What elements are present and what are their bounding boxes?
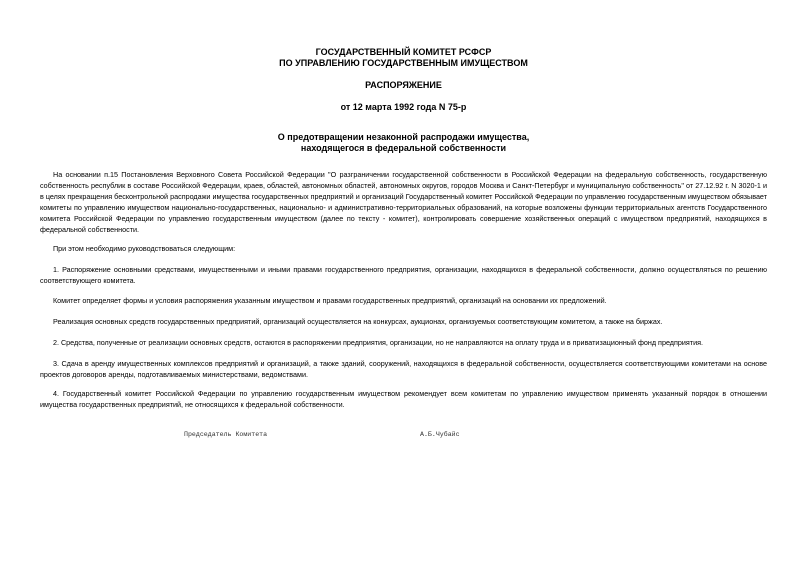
paragraph-intro: При этом необходимо руководствоваться следующим: — [53, 244, 236, 253]
signature-name: А.Б.Чубайс — [420, 431, 460, 438]
document-title-line-1: О предотвращении незаконной распродажи имущества, — [277, 132, 530, 142]
signature-position: Председатель Комитета — [184, 431, 268, 438]
document-type: РАСПОРЯЖЕНИЕ — [365, 80, 442, 90]
document-title-line-2: находящегося в федеральной собственности — [300, 143, 507, 153]
paragraph-preamble: На основании п.15 Постановления Верховного Совета Российской Федерации "О разграничении государственной собственности в Российской Федерации на федеральную собственность, государственную собственность республик в составе Российской Федерации, краев, областей, автономных областей, автономных округов, городов Москва и Санкт-Петербург и муниципальную собственность" от 27.12.92 г. N 3020-1 и в целях прекращения бесконтрольной распродажи имущества государственных предприятий и организаций Государственный комитет Российской Федерации по управлению государственным имуществом обязывает комитеты по управлению имуществом национально-государственных, национально- и административно-территориальных образований, на которые возложены функции территориальных агентств Государственного комитета Российской Федерации по управлению государственным имуществом (далее по тексту - комитет), контролировать совершение хозяйственных операций с имуществом предприятий, находящихся в федеральной собственности. — [40, 170, 767, 234]
paragraph-item-1-sales: Реализация основных средств государственных предприятий, организаций осуществляется на конкурсах, аукционах, организуемых соответствующим комитетом, а также на биржах. — [53, 317, 663, 326]
paragraph-item-2: 2. Средства, полученные от реализации основных средств, остаются в распоряжении предприятия, организации, но не направляются на оплату труда и в приватизационный фонд предприятия. — [53, 338, 703, 347]
paragraph-item-1-forms: Комитет определяет формы и условия распоряжения указанным имуществом и правами государственных предприятий, организаций на основании их предложений. — [53, 296, 607, 305]
paragraph-item-4: 4. Государственный комитет Российской Федерации по управлению государственным имуществом рекомендует всем комитетам по управлению имуществом применять указанный порядок в отношении имущества государственных предприятий, не относящихся к федеральной собственности. — [40, 389, 767, 409]
issuer-line-2: ПО УПРАВЛЕНИЮ ГОСУДАРСТВЕННЫМ ИМУЩЕСТВОМ — [279, 58, 528, 68]
paragraph-item-1: 1. Распоряжение основными средствами, имущественными и иными правами государственного предприятия, организации, находящихся в федеральной собственности, должно осуществляться по решению соответствующего комитета. — [40, 265, 767, 285]
paragraph-item-3: 3. Сдача в аренду имущественных комплексов предприятий и организаций, а также зданий, сооружений, находящихся в федеральной собственности, осуществляется соответствующими комитетами на основе проектов договоров аренды, подготавливаемых министерствами, ведомствами. — [40, 359, 767, 379]
issuer-line-1: ГОСУДАРСТВЕННЫЙ КОМИТЕТ РСФСР — [315, 47, 492, 57]
document-date-number: от 12 марта 1992 года N 75-р — [340, 102, 467, 112]
